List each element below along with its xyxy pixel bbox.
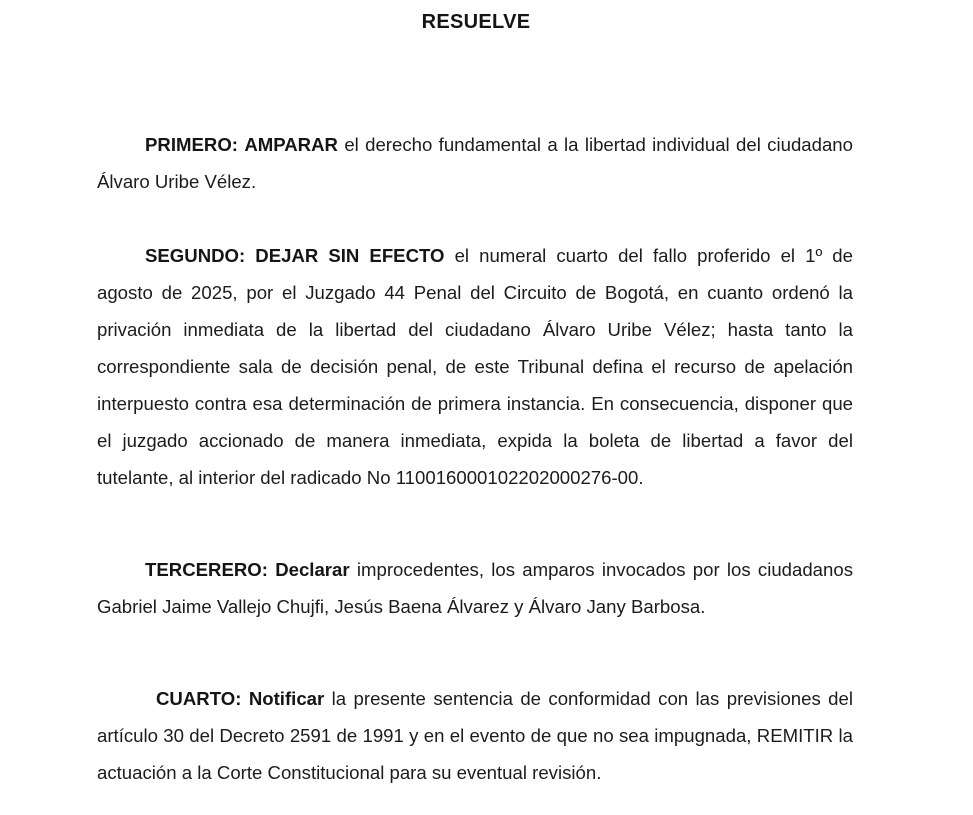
paragraph-text: el numeral cuarto del fallo proferido el 1º de agosto de 2025, por el Juzgado 44 Penal del Circuito de Bogotá, en cuanto ordenó la privación inmediata de la libertad del ciudadano Álvaro Uribe Vélez; hasta tanto la correspondiente sala de decisión penal, de este Tribunal defina el recurso de apelación interpuesto contra esa determinación de primera instancia. En consecuencia, disponer que el juzgado accionado de manera inmediata, expida la boleta de libertad a favor del tutelante, al interior del radicado No 110016000102202000276-00. bbox=[97, 244, 853, 488]
paragraph-lead: TERCERERO: bbox=[145, 558, 268, 580]
paragraph-lead: PRIMERO: bbox=[145, 133, 238, 155]
paragraph-verb: AMPARAR bbox=[244, 133, 338, 155]
paragraph-text: improcedentes, los amparos invocados por los ciudadanos Gabriel Jaime Vallejo Chujfi, Jesús Baena Álvarez y Álvaro Jany Barbosa. bbox=[97, 558, 854, 617]
paragraph-verb: DEJAR SIN EFECTO bbox=[255, 244, 445, 266]
resolution-paragraph-cuarto bbox=[97, 680, 853, 791]
document-title: RESUELVE bbox=[421, 11, 531, 33]
paragraph-text: el derecho fundamental a la libertad individual del ciudadano Álvaro Uribe Vélez. bbox=[97, 133, 853, 192]
paragraph-verb: Declarar bbox=[275, 558, 350, 580]
paragraph-verb: Notificar bbox=[248, 687, 325, 709]
resolution-paragraph-tercero bbox=[97, 551, 853, 625]
paragraph-text: la presente sentencia de conformidad con las previsiones del artículo 30 del Decreto 2591 de 1991 y en el evento de que no sea impugnada, REMITIR la actuación a la Corte Constitucional para su eventual revisión. bbox=[97, 687, 853, 783]
paragraph-lead: CUARTO: bbox=[156, 687, 242, 709]
resolution-paragraph-segundo bbox=[97, 237, 853, 496]
resolution-paragraph-primero bbox=[97, 126, 853, 200]
paragraph-lead: SEGUNDO: bbox=[145, 244, 246, 266]
